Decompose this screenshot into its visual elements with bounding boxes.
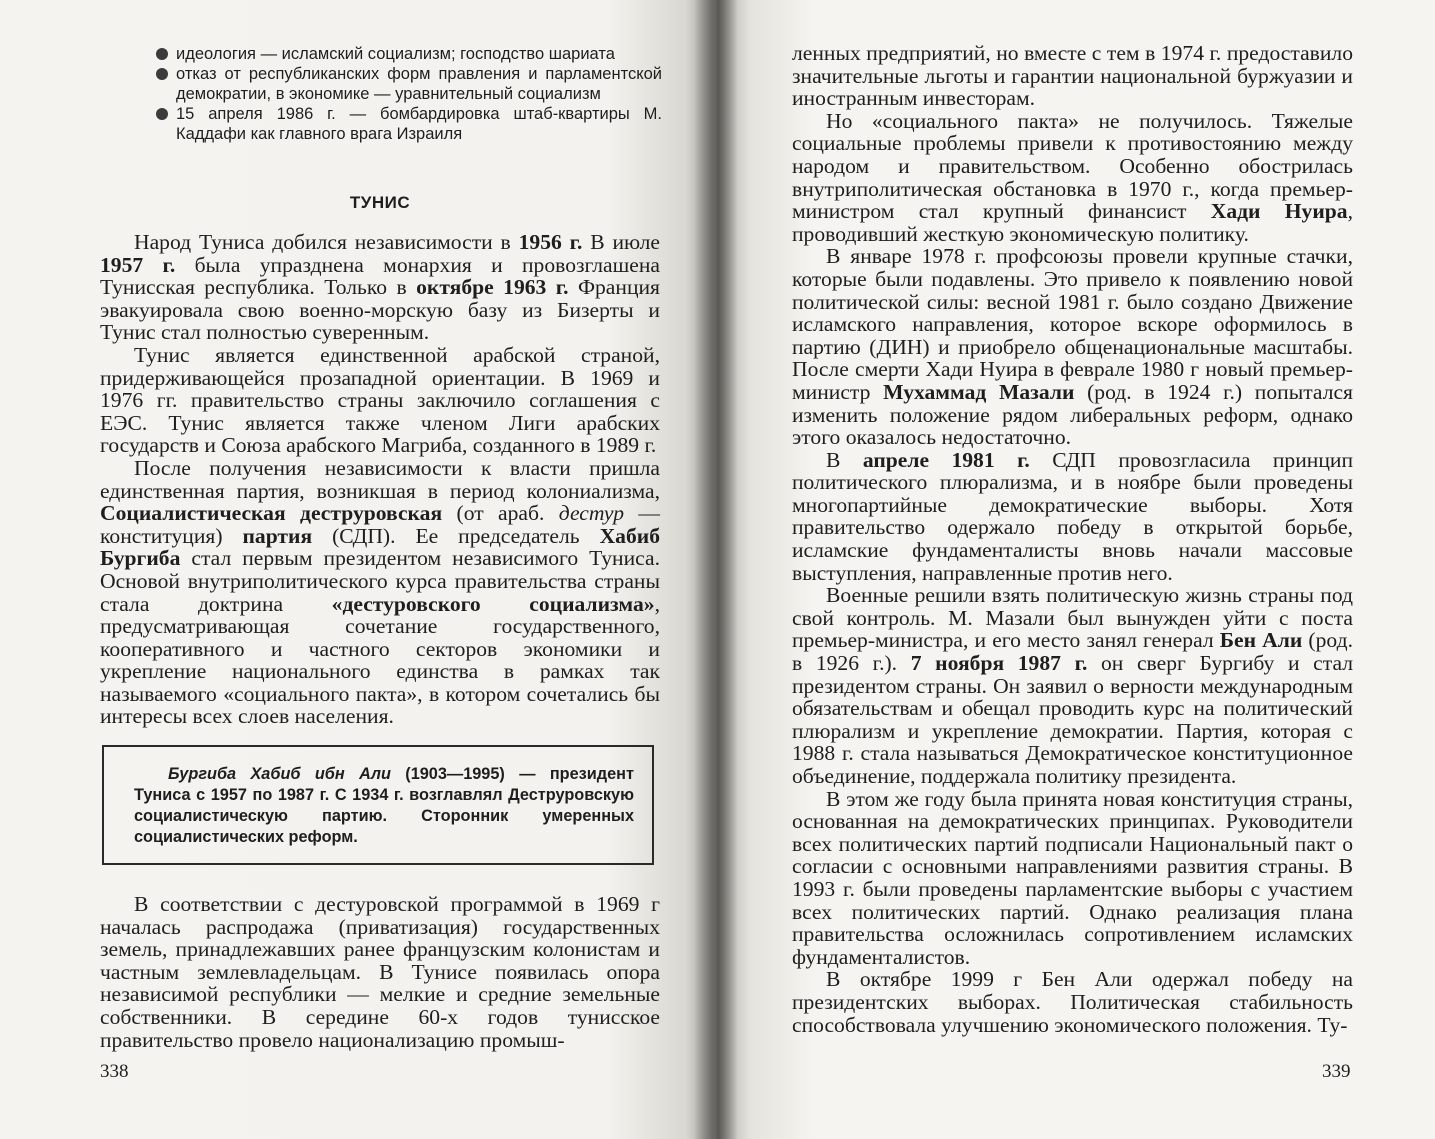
bullet-dot-icon [156, 108, 168, 120]
paragraph: Тунис является единственной арабской страной, придерживающейся прозападной ориентации. В 1969 и 1976 гг. правительство страны заключило соглашения с ЕЭС. Тунис является также членом Лиги арабских государств и Союза арабского Магриба, созданного в 1989 г. [100, 342, 660, 458]
paragraph: В этом же году была принята новая конституция страны, основанная на демократических принципах. Руководители всех политических партий подписали Национальный пакт о согласии с основными направлениями развития страны. В 1993 г. были проведены парламентские выборы с участием всех политических партий. Однако реализация плана правительства осложнилась сопротивлением исламских фундаменталистов. [792, 786, 1353, 969]
summary-bullet-list [154, 44, 662, 144]
bio-text: (1903—1995) — президент Туниса с 1957 по 1987 г. С 1934 г. возглавлял Деструровскую социалистическую партию. Сторонник умеренных социалистических реформ. [134, 765, 634, 846]
paragraph: В январе 1978 г. профсоюзы провели крупные стачки, которые были подавлены. Это привело к появлению новой политической силы: весной 1981 г. было создано Движение исламского направления, которое вскоре оформилось в партию (ДИН) и приобрело общенациональные масштабы. После смерти Хади Нуира в феврале 1980 г новый премьер-министр Мухаммад Мазали (род. в 1924 г.) попытался изменить положение рядом либеральных реформ, однако этого оказалось недостаточно. [792, 244, 1353, 450]
bullet-dot-icon [156, 68, 168, 80]
bullet-dot-icon [156, 48, 168, 60]
biography-box [102, 745, 654, 865]
page-number-left: 338 [100, 1061, 129, 1082]
paragraph: ленных предприятий, но вместе с тем в 1974 г. предоставило значительные льготы и гарантии национальной буржуазии и иностранным инвесторам. [792, 41, 1353, 111]
paragraph: В октябре 1999 г Бен Али одержал победу на президентских выборах. Политическая стабильность способствовала улучшению экономического положения. Ту- [792, 967, 1353, 1037]
paragraph: После получения независимости к власти пришла единственная партия, возникшая в период колониализма, Социалистическая деструровская (от араб. дестур — конституция) партия (СДП). Ее председатель Хабиб Бургиба стал первым президентом независимого Туниса. Основой внутриполитического курса правительства страны стала доктрина «дестуровского социализма», предусматривающая сочетание государственного, кооперативного и частного секторов экономики и укрепление национального единства в рамках так называемого «социального пакта», в котором сочетались бы интересы всех слоев населения. [100, 455, 660, 729]
paragraph: Но «социального пакта» не получилось. Тяжелые социальные проблемы привели к противостоянию между народом и правительством. Особенно обострилась внутриполитическая обстановка в 1970 г., когда премьер-министром стал крупный финансист Хади Нуира, проводивший жесткую экономическую политику. [792, 108, 1353, 246]
page-number-right: 339 [1322, 1061, 1351, 1082]
paragraph: Военные решили взять политическую жизнь страны под свой контроль. М. Мазали был вынужден уйти с поста премьер-министра, и его место занял генерал Бен Али (род. в 1926 г.). 7 ноября 1987 г. он сверг Бургибу и стал президентом страны. Он заявил о верности международным обязательствам и обещал проводить курс на политический плюрализм и укрепление демократии. Партия, которая с 1988 г. стала называться Демократическое конституционное объединение, поддержала политику президента. [792, 583, 1353, 788]
paragraph: В соответствии с дестуровской программой в 1969 г началась распродажа (приватизация) государственных земель, принадлежавших ранее французским колонистам и частным землевладельцам. В Тунисе появилась опора независимой республики — мелкие и средние земельные собственники. В середине 60-х годов тунисское правительство провело национализацию промыш- [100, 892, 660, 1052]
bullet-item: идеология — исламский социализм; господство шариата [154, 44, 662, 64]
right-text-block [792, 42, 1353, 1036]
left-text-block-1 [100, 231, 660, 728]
paragraph: Народ Туниса добился независимости в 1956 г. В июле 1957 г. была упразднена монархия и провозглашена Тунисская республика. Только в октябре 1963 г. Франция эвакуировала свою военно-морскую базу из Бизерты и Тунис стал полностью суверенным. [100, 230, 660, 345]
book-spine-shadow [694, 0, 738, 1139]
bullet-item: 15 апреля 1986 г. — бомбардировка штаб-квартиры М. Каддафи как главного врага Израиля [154, 104, 662, 144]
bio-name: Бургиба Хабиб ибн Али [168, 765, 391, 783]
section-title: ТУНИС [349, 193, 411, 212]
bullet-item: отказ от республиканских форм правления и парламентской демократии, в экономике — уравнительный социализм [154, 64, 662, 104]
paragraph: В апреле 1981 г. СДП провозгласила принцип политического плюрализма, и в ноябре были проведены многопартийные демократические выборы. Хотя правительство одержало победу в открытой борьбе, исламские фундаменталисты вновь начали массовые выступления, направленные против него. [792, 447, 1353, 585]
left-text-block-2 [100, 893, 660, 1051]
